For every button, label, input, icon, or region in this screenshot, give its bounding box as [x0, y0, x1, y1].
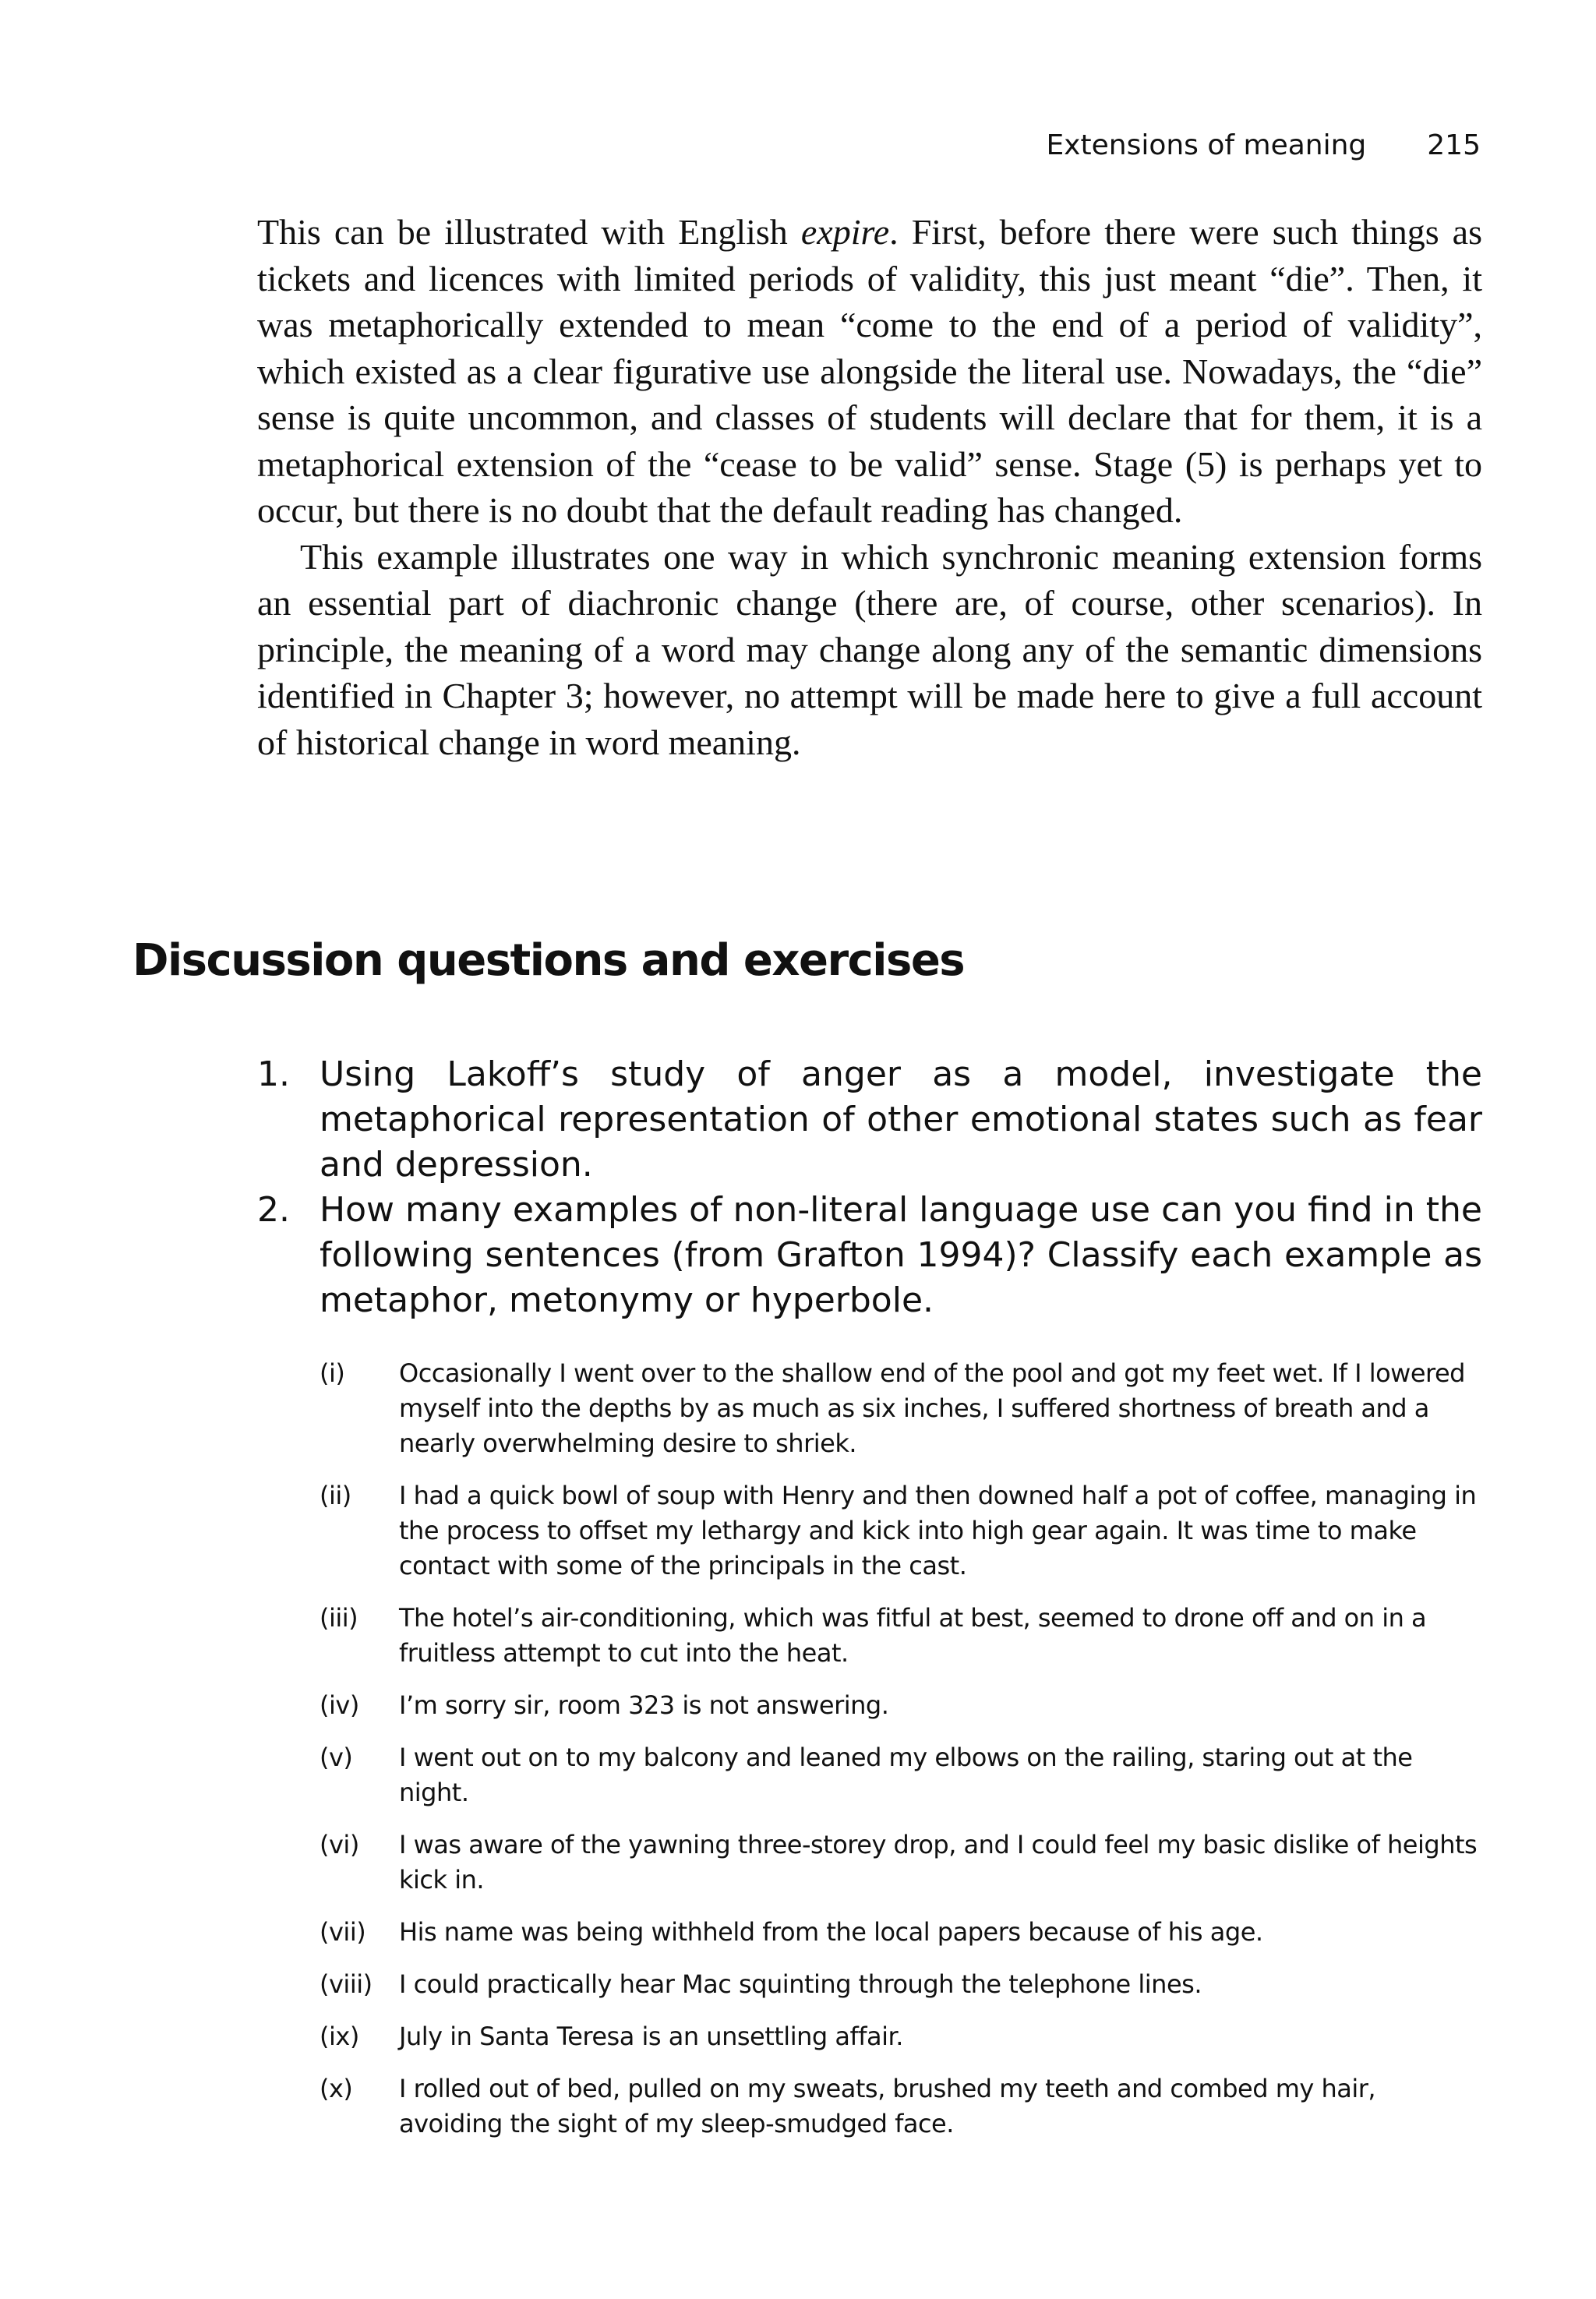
sentence-item: [320, 1688, 1482, 1723]
sentence-label: (vi): [320, 1830, 359, 1859]
sentence-item: [320, 1828, 1482, 1898]
paragraph-1: [257, 209, 1482, 534]
question-number: 1.: [257, 1054, 290, 1094]
sentence-label: (viii): [320, 1969, 373, 1999]
sentence-label: (ix): [320, 2022, 359, 2051]
question-text: How many examples of non-literal language use can you find in the following sentences (from Grafton 1994)? Classify each example as metaphor, metonymy or hyperbole.: [320, 1190, 1482, 1320]
running-head: [1029, 129, 1481, 161]
sentence-text: I could practically hear Mac squinting through the telephone lines.: [399, 1969, 1202, 1999]
sentence-item: [320, 1915, 1482, 1950]
sentence-text: I’m sorry sir, room 323 is not answering.: [399, 1690, 889, 1720]
sentence-text: I rolled out of bed, pulled on my sweats, brushed my teeth and combed my hair, avoiding the sight of my sleep-smudged face.: [399, 2074, 1376, 2138]
sentence-label: (vii): [320, 1917, 366, 1947]
questions-list: [257, 1052, 1482, 2159]
sentence-item: [320, 1740, 1482, 1810]
sentence-label: (i): [320, 1358, 345, 1388]
paragraph-1-rest: . First, before there were such things as tickets and licences with limited periods of validity, this just meant “die”. Then, it was metaphorically extended to mean “come to the end of a period of validity”, which existed as a clear figurative use alongside the literal use. Nowadays, the “die” sense is quite uncommon, and classes of students will declare that for them, it is a metaphorical extension of the “cease to be valid” sense. Stage (5) is perhaps yet to occur, but there is no doubt that the default reading has changed.: [257, 212, 1483, 530]
sentence-item: [320, 1478, 1482, 1584]
sentence-text: I went out on to my balcony and leaned my elbows on the railing, staring out at the night.: [399, 1743, 1413, 1807]
example-sentences-list: [257, 1356, 1482, 2142]
sentence-text: I had a quick bowl of soup with Henry and then downed half a pot of coffee, managing in the process to offset my lethargy and kick into high gear again. It was time to make contact with some of the principals in the cast.: [399, 1481, 1477, 1580]
question-number: 2.: [257, 1190, 290, 1230]
paragraph-1-start: This can be illustrated with English: [257, 212, 801, 252]
sentence-label: (v): [320, 1743, 353, 1772]
question-text: Using Lakoff’s study of anger as a model, investigate the metaphorical representation of other emotional states such as fear and depression.: [320, 1054, 1482, 1185]
sentence-label: (iv): [320, 1690, 359, 1720]
sentence-item: [320, 1601, 1482, 1671]
sentence-text: July in Santa Teresa is an unsettling affair.: [399, 2022, 903, 2051]
sentence-text: The hotel’s air-conditioning, which was fitful at best, seemed to drone off and on in a fruitless attempt to cut into the heat.: [399, 1603, 1427, 1668]
sentence-item: [320, 2019, 1482, 2054]
sentence-label: (iii): [320, 1603, 358, 1633]
paragraph-2: This example illustrates one way in which synchronic meaning extension forms an essential part of diachronic change (there are, of course, other scenarios). In principle, the meaning of a word may change along any of the semantic dimensions identified in Chapter 3; however, no attempt will be made here to give a full account of historical change in word meaning.: [257, 536, 1482, 762]
sentence-label: (x): [320, 2074, 353, 2103]
section-heading: Discussion questions and exercises: [132, 935, 965, 986]
sentence-item: [320, 1356, 1482, 1461]
sentence-text: Occasionally I went over to the shallow end of the pool and got my feet wet. If I lowered myself into the depths by as much as six inches, I suffered shortness of breath and a nearly overwhelming desire to shriek.: [399, 1358, 1465, 1458]
question-item: [257, 1052, 1482, 1188]
page-number: 215: [1427, 129, 1481, 161]
sentence-label: (ii): [320, 1481, 351, 1510]
sentence-text: I was aware of the yawning three-storey drop, and I could feel my basic dislike of heights kick in.: [399, 1830, 1478, 1895]
italic-term-expire: expire: [800, 212, 890, 252]
sentence-item: [320, 1967, 1482, 2002]
sentence-item: [320, 2071, 1482, 2142]
body-text: [257, 209, 1482, 765]
running-title: Extensions of meaning: [1046, 129, 1367, 161]
sentence-text: His name was being withheld from the local papers because of his age.: [399, 1917, 1263, 1947]
question-item: [257, 1188, 1482, 1323]
